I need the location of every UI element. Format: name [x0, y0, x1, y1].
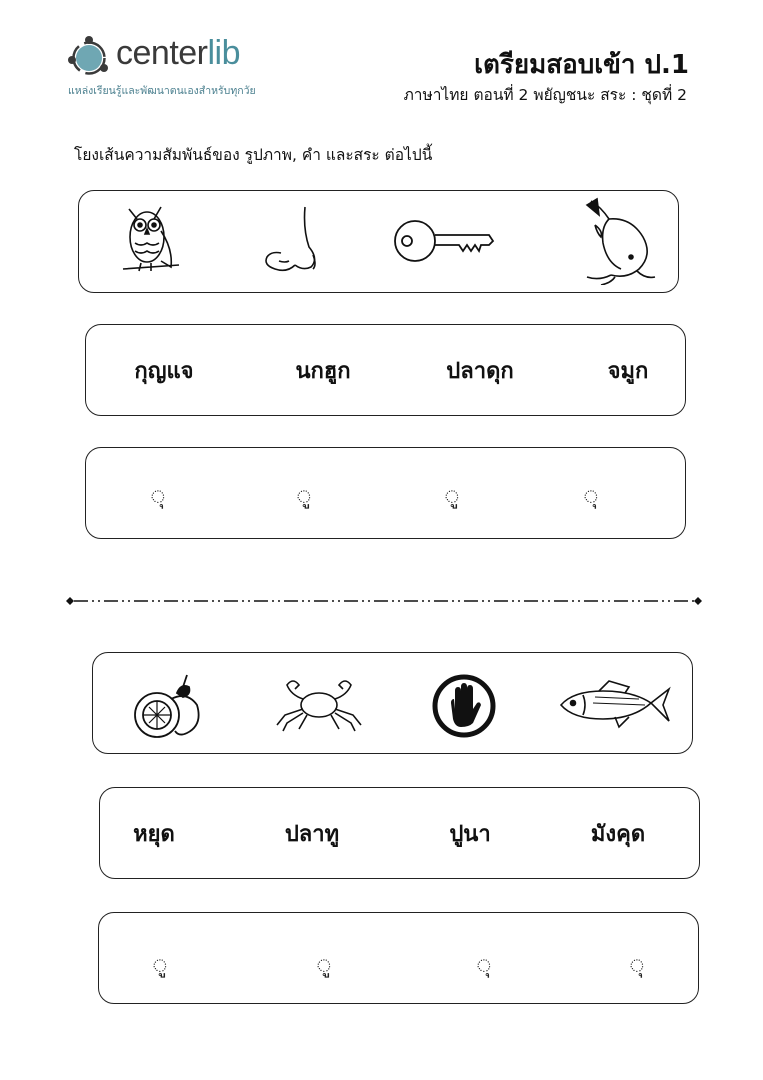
mackerel-icon[interactable] [559, 677, 671, 731]
key-icon[interactable] [393, 215, 497, 269]
owl-icon[interactable] [121, 201, 183, 281]
section1-vowel-box [85, 447, 686, 539]
vowel-card[interactable]: ◌ [445, 484, 459, 509]
page-title: เตรียมสอบเข้า ป.1 [474, 50, 689, 80]
section-divider [66, 594, 702, 608]
word-card[interactable]: หยุด [133, 822, 175, 847]
section2-word-box [99, 787, 700, 879]
logo-wordmark: centerlib [116, 34, 241, 72]
crab-icon[interactable] [273, 675, 365, 733]
centerlib-logo [66, 32, 296, 102]
vowel-card[interactable]: ◌ [153, 953, 167, 978]
word-card[interactable]: ปูนา [449, 822, 491, 847]
page-subtitle: ภาษาไทย ตอนที่ 2 พยัญชนะ สระ : ชุดที่ 2 [403, 86, 687, 104]
nose-icon[interactable] [259, 205, 323, 277]
vowel-card[interactable]: ◌ [630, 953, 644, 978]
section1-word-box [85, 324, 686, 416]
section1-picture-box [78, 190, 679, 293]
word-card[interactable]: ปลาดุก [446, 359, 514, 384]
vowel-card[interactable]: ◌ [584, 484, 598, 509]
mangosteen-icon[interactable] [131, 669, 203, 741]
section2-picture-box [92, 652, 693, 754]
word-card[interactable]: นกฮูก [295, 359, 351, 384]
catfish-icon[interactable] [581, 197, 661, 285]
logo-mark-icon [66, 34, 112, 80]
vowel-card[interactable]: ◌ [151, 484, 165, 509]
stop-hand-icon[interactable] [431, 673, 497, 739]
word-card[interactable]: จมูก [607, 359, 649, 384]
logo-tagline: แหล่งเรียนรู้และพัฒนาตนเองสำหรับทุกวัย [68, 85, 256, 97]
instruction-text: โยงเส้นความสัมพันธ์ของ รูปภาพ, คำ และสระ ต่อไปนี้ [74, 146, 433, 164]
word-card[interactable]: กุญแจ [134, 359, 194, 384]
word-card[interactable]: ปลาทู [284, 822, 340, 847]
word-card[interactable]: มังคุด [590, 822, 646, 847]
vowel-card[interactable]: ◌ [317, 953, 331, 978]
section2-vowel-box [98, 912, 699, 1004]
vowel-card[interactable]: ◌ [477, 953, 491, 978]
vowel-card[interactable]: ◌ [297, 484, 311, 509]
